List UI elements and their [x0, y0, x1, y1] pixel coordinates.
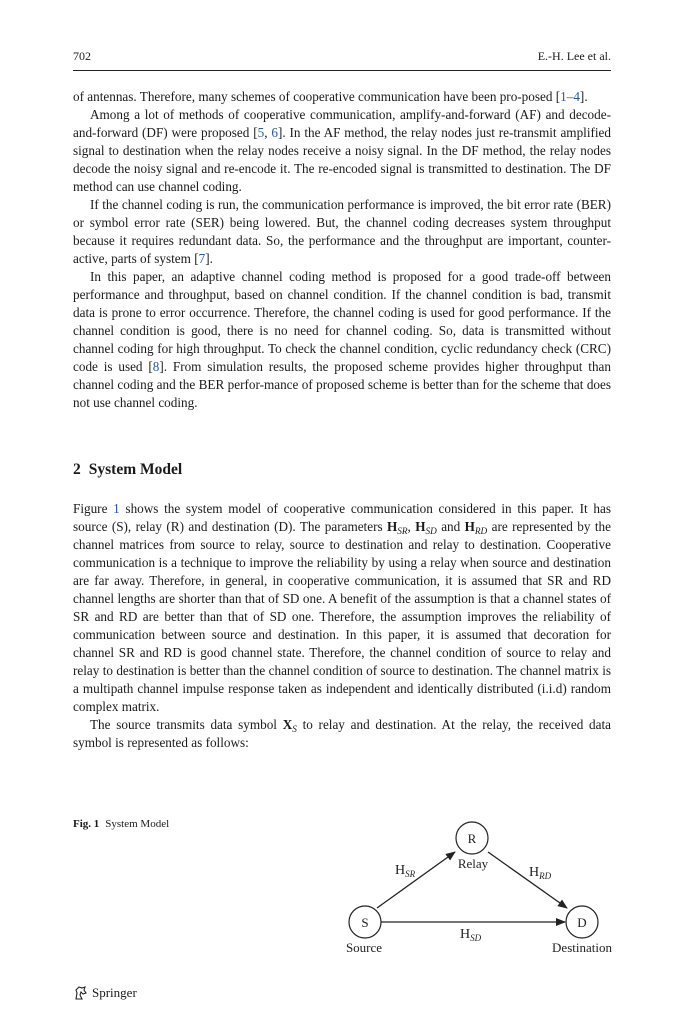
figure-label: Fig. 1 [73, 818, 100, 830]
source-name: Source [345, 940, 383, 955]
relay-name: Relay [457, 856, 489, 871]
paragraph: of antennas. Therefore, many schemes of cooperative communication have been pro-posed [1–4]. [73, 89, 588, 104]
edge-relay-destination [488, 852, 567, 908]
destination-node [552, 906, 612, 955]
publisher-logo [73, 985, 137, 1001]
citation-link[interactable]: 8 [152, 359, 160, 374]
paragraph: In this paper, an adaptive channel coding method is proposed for a good trade-off between performance and throughput, based on channel condition. If the channel condition is bad, transmit data is prone to error occurrence. Therefore, the channel coding is used for good performance. If the channel condition is good, there is no need for channel coding. So, data is transmitted without channel coding for high throughput. To check the channel condition, cyclic redundancy check (CRC) code is used [8]. From simulation results, the proposed scheme provides higher throughput than channel coding and the BER perfor-mance of proposed scheme is better than for the scheme that does not use channel coding. [73, 269, 611, 410]
intro-text [73, 88, 611, 412]
figure-caption-text: System Model [105, 818, 170, 830]
running-head-authors: E.-H. Lee et al. [537, 49, 611, 63]
system-model-diagram [333, 812, 623, 962]
edge-source-relay [377, 852, 455, 908]
citation-link[interactable]: 6 [271, 125, 278, 140]
section-heading [73, 461, 182, 479]
citation-link[interactable]: 1–4 [560, 89, 580, 104]
running-header [73, 48, 611, 64]
paragraph: Among a lot of methods of cooperative communication, amplify-and-forward (AF) and decode-and-forward (DF) were proposed [5, 6]. In the AF method, the relay nodes just re-transmit amplified signal to destination when the relay nodes receive a noisy signal. In the DF method, the relay nodes decode the noisy signal and re-encode it. The re-encoded signal is transmitted to destination. The DF method can use channel coding. [73, 107, 611, 194]
label-h-sr: $H_{SR}$ [395, 863, 416, 879]
paragraph: The source transmits data symbol $X_S$ to relay and destination. At the relay, the received data symbol is represented as follows: [73, 717, 611, 750]
relay-letter: R [467, 831, 477, 846]
source-letter: S [361, 915, 369, 930]
destination-name: Destination [552, 940, 612, 955]
label-h-sd: $H_{SD}$ [460, 927, 482, 943]
citation-link[interactable]: 5 [257, 125, 265, 140]
publisher-name: Springer [92, 985, 137, 1000]
figure-caption [73, 818, 169, 830]
paragraph: If the channel coding is run, the communication performance is improved, the bit error rate (BER) or symbol error rate (SER) being lowered. But, the channel coding decreases system throughput because it requires redundant data. So, the performance and the throughput are important, counter-active, parts of system [7]. [73, 197, 611, 266]
source-node [346, 906, 382, 955]
label-h-rd: $H_{RD}$ [529, 865, 552, 881]
section-text [73, 500, 611, 752]
header-rule [73, 70, 611, 71]
citation-link[interactable]: 7 [198, 251, 206, 266]
section-number: 2 [73, 461, 81, 478]
page-number: 702 [73, 49, 91, 63]
section-title: System Model [88, 461, 183, 478]
figure-link[interactable]: 1 [113, 501, 120, 516]
paragraph: Figure 1 shows the system model of cooperative communication considered in this paper. It has source (S), relay (R) and destination (D). The parameters $H_{SR}$, $H_{SD}$ and $H_{RD}$ are represented by the channel matrices from source to relay, source to destination and relay to destination. Cooperative communication is a technique to improve the reliability by using a relay when source and destination are far away. Therefore, in general, in cooperative communication, it is assumed that SR and RD channel lengths are shorter than that of SD one. A benefit of the assumption is that a channel states of SR and RD are better than that of SD one. Therefore, the assumption improves the reliability of communication between source and destination. In this paper, it is assumed that decoration for channel SR and RD is good channel state. Therefore, the channel condition of source to relay and relay to destination is better than the channel condition of source to destination. The channel matrix is a multipath channel impulse response taken as independent and identically distributed (i.i.d) random complex matrix. [73, 501, 611, 714]
destination-letter: D [577, 915, 587, 930]
springer-horse-icon [73, 985, 89, 1001]
relay-node [456, 822, 489, 871]
